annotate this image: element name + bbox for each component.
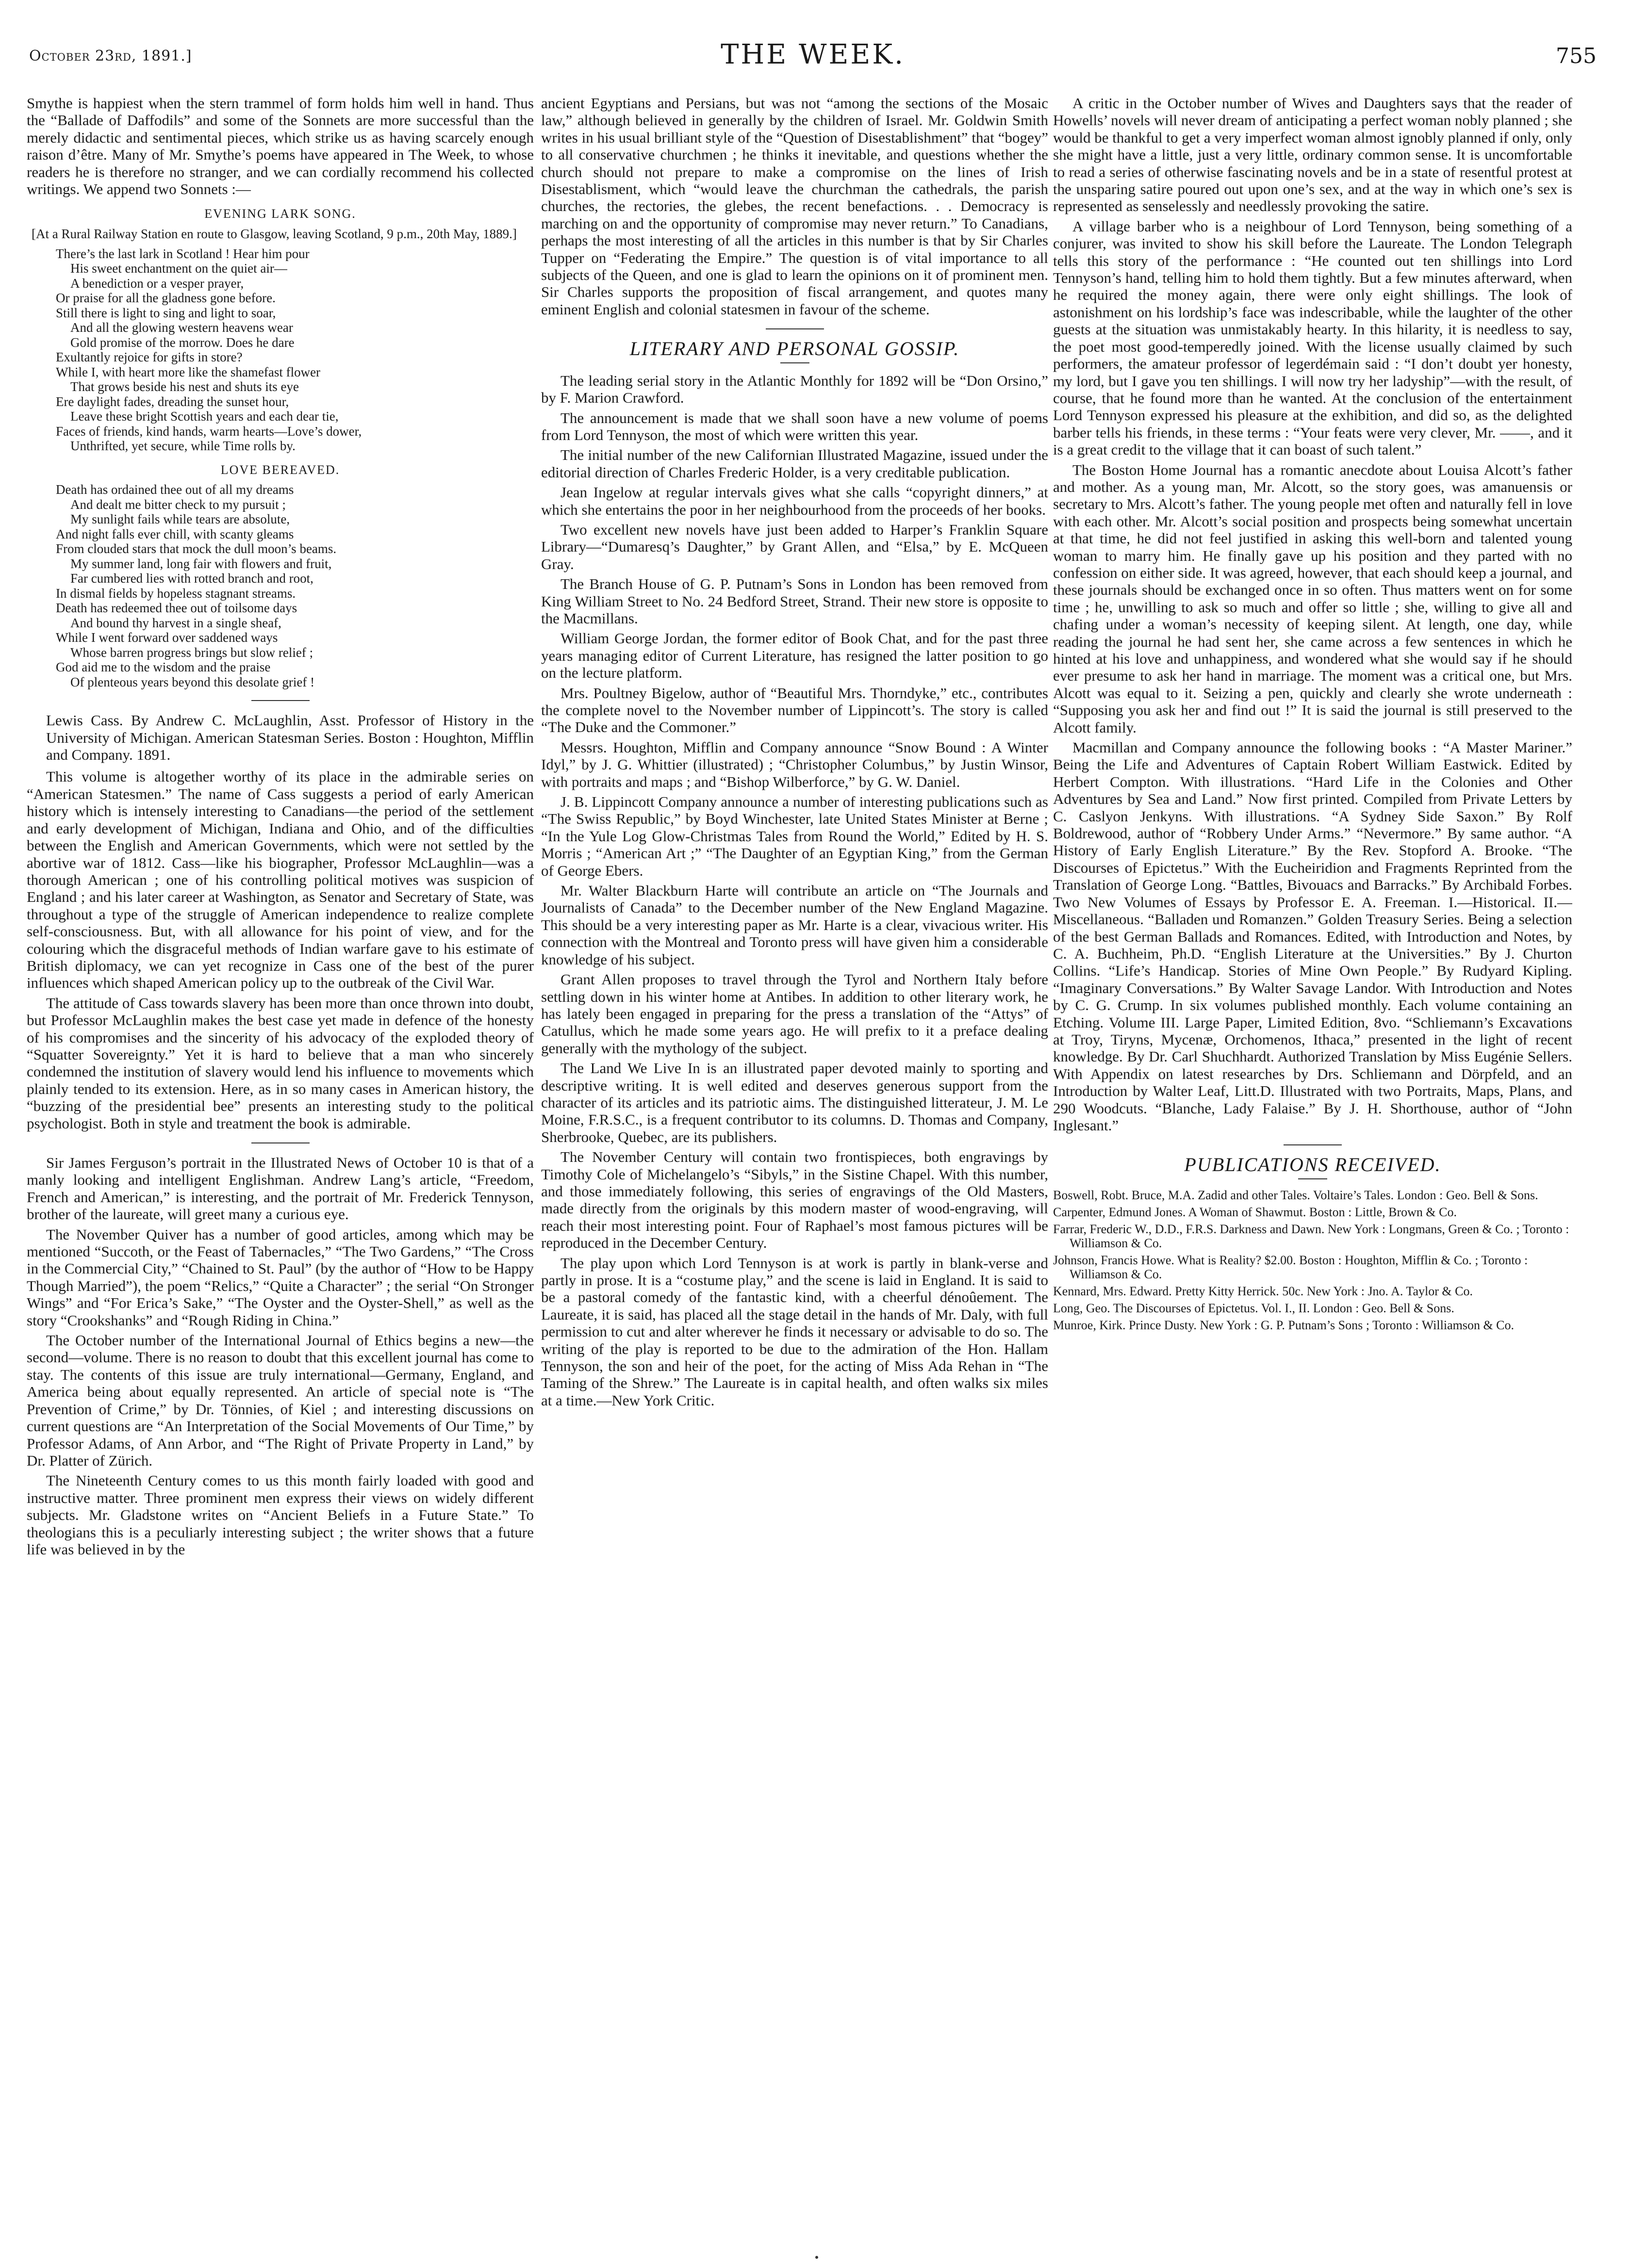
gossip-item: The Boston Home Journal has a romantic anecdote about Louisa Alcott’s father and mother. As a young man, Mr. Alcott, so the story goes, was amanuensis or secretary to Mrs. Alcott’s father. The young people met often and naturally fell in love with each other. Mr. Alcott’s social position and prospects being somewhat uncertain at that time, he did not feel justified in asking this well-born and talented young woman to marry him. He finally gave up his position and they parted with no confession on either side. It was agreed, however, that each should keep a journal, and these journals should be exchanged once in so often. Thus matters went on for some time ; he, unwilling to ask so much and offer so little ; she, willing to give all and chafing under a woman’s necessity of keeping silent. At length, one day, while reading the journal he had sent her, she came across a few sentences in which he hinted at his love and unhappiness, and wondered what she would say if he should ever presume to ask her hand in marriage. The moment was a critical one, but Mrs. Alcott was equal to it. Seizing a pen, quickly and clearly she wrote underneath : “Supposing you ask her and find out !” It is said the journal is still preserved to the Alcott family.: [1053, 461, 1572, 736]
gossip-item: Grant Allen proposes to travel through the Tyrol and Northern Italy before settling down in his winter home at Antibes. In addition to other literary work, he has lately been engaged in preparing for the press a translation of the “Attys” of Catullus, which he made some years ago. He will prefix to it a preface dealing generally with the mythology of the subject.: [541, 971, 1048, 1057]
poem-line: While I, with heart more like the shamefast flower: [56, 364, 321, 379]
gossip-item: A village barber who is a neighbour of Lord Tennyson, being something of a conjurer, was invited to show his skill before the Laureate. The London Telegraph tells this story of the performance : “He counted out ten shillings into Lord Tennyson’s hand, telling him to hold them tightly. But a few minutes afterward, when he required the money again, there were only eight shillings. The look of astonishment on his lordship’s face was indescribable, while the laughter of the other guests at the situation was unmistakably hearty. In this hilarity, it is needless to say, the poet most good-temperedly joined. With the license usually claimed by such performers, the amateur professor of legerdémain said : “I don’t doubt yer honesty, my lord, but I gave you ten shillings. I will now try her ladyship”—with the result, of course, that he found more than he wanted. At the conclusion of the entertainment Lord Tennyson expressed his pleasure at the exhibition, and did so, as the delighted barber tells his friends, in these terms : “Your feats were very clever, Mr. ——, and it is a great credit to the village that it can boast of such talent.”: [1053, 217, 1572, 458]
gossip-item: J. B. Lippincott Company announce a number of interesting publications such as “The Swiss Republic,” by Boyd Winchester, late United States Minister at Berne ; “In the Yule Log Glow-Christmas Tales from Round the World,” Edited by H. S. Morris ; “American Art ;” “The Daughter of an Egyptian King,” from the German of George Ebers.: [541, 793, 1048, 879]
poem-line: His sweet enchantment on the quiet air—: [70, 261, 287, 276]
poem-line: Far cumbered lies with rotted branch and root,: [70, 571, 313, 586]
poem-line: While I went forward over saddened ways: [56, 630, 278, 645]
poem-line: God aid me to the wisdom and the praise: [56, 660, 271, 675]
gossip-paragraph: The October number of the International Journal of Ethics begins a new—the second—volume. There is no reason to doubt that this excellent journal has come to stay. The contents of this issue are truly international—Germany, England, and America being about equally represented. An article of special note is “The Prevention of Crime,” by Dr. Tönnies, of Kiel ; and interesting discussions on current questions are “An Interpretation of the Social Movements of Our Time,” by Professor Adams, of Ann Arbor, and “The Right of Private Property in Land,” by Dr. Platter of Zürich.: [27, 1332, 534, 1469]
poem-title-love-bereaved: LOVE BEREAVED.: [220, 462, 340, 477]
poem-line: Still there is light to sing and light to soar,: [56, 305, 276, 320]
gossip-item: Jean Ingelow at regular intervals gives what she calls “copyright dinners,” at which she entertains the poor in her neighbourhood from the proceeds of her books.: [541, 484, 1048, 518]
gossip-paragraph: The Nineteenth Century comes to us this month fairly loaded with good and instructive matter. Three prominent men express their views on widely different subjects. Mr. Gladstone writes on “Ancient Beliefs in a Future State.” To theologians this is a peculiarly interesting subject ; the writer shows that a future life was believed in by the: [27, 1472, 534, 1558]
masthead-title: THE WEEK.: [721, 39, 905, 70]
gossip-item: A critic in the October number of Wives and Daughters says that the reader of Howells’ novels will never dream of anticipating a perfect woman nobly planned ; she would be thankful to get a very imperfect woman almost ignobly planned if only, only she might have a little, just a very little, ordinary common sense. It is uncomfortable to read a series of otherwise fascinating novels and be in a state of resentful protest at the unsparing satire poured out upon one’s sex, and at the way in which one’s sex is represented as senselessly and needlessly provoking the satire.: [1053, 95, 1572, 215]
gossip-paragraph: The November Quiver has a number of good articles, among which may be mentioned “Succoth, or the Feast of Tabernacles,” “The Two Gardens,” “The Cross in the Commercial City,” “Chained to St. Paul” (by the author of “How to be Happy Though Married”), the poem “Relics,” “Quite a Character” ; the serial “On Stronger Wings” and “For Erica’s Sake,” “The Oyster and the Oyster-Shell,” as well as the story “Crookshanks” and “Rough Riding in China.”: [27, 1225, 534, 1329]
page-dot: [815, 2256, 818, 2259]
poem-line: From clouded stars that mock the dull moon’s beams.: [56, 541, 337, 556]
gossip-item: The Branch House of G. P. Putnam’s Sons in London has been removed from King William Street to No. 24 Bedford Street, Strand. Their new store is opposite to the Macmillans.: [541, 575, 1048, 627]
gossip-item: The November Century will contain two frontispieces, both engravings by Timothy Cole of Michelangelo’s “Sibyls,” in the Sistine Chapel. With this number, and those immediately following, this series of engravings of the Old Masters, made directly from the originals by this modern master of wood-engraving, will reach their most interesting point. Four of Raphael’s most famous pictures will be reproduced in the December Century.: [541, 1148, 1048, 1252]
publication-entry: Boswell, Robt. Bruce, M.A. Zadid and other Tales. Voltaire’s Tales. London : Geo. Bell & Sons.: [1053, 1188, 1538, 1202]
poem-line: Exultantly rejoice for gifts in store?: [56, 350, 243, 365]
poem-line: And night falls ever chill, with scanty gleams: [56, 526, 294, 541]
publication-entry: Carpenter, Edmund Jones. A Woman of Shawmut. Boston : Little, Brown & Co.: [1053, 1205, 1457, 1219]
gossip-item: William George Jordan, the former editor of Book Chat, and for the past three years managing editor of Current Literature, has resigned the latter position to go on the lecture platform.: [541, 630, 1048, 682]
gossip-item: The leading serial story in the Atlantic Monthly for 1892 will be “Don Orsino,” by F. Marion Crawford.: [541, 372, 1048, 407]
gossip-item: The initial number of the new Californian Illustrated Magazine, issued under the editorial direction of Charles Frederic Holder, is a very creditable publication.: [541, 446, 1048, 481]
poem-line: And dealt me bitter check to my pursuit ;: [70, 497, 286, 512]
column-left: [27, 95, 534, 2249]
poem-evening-lark: [56, 246, 534, 454]
smythe-review-end: Smythe is happiest when the stern trammel of form holds him well in hand. Thus the “Ballade of Daffodils” and some of the Sonnets are more successful than the merely didactic and sentimental pieces, which strike us as having scarcely enough raison d’être. Many of Mr. Smythe’s poems have appeared in The Week, to whose readers he is therefore no stranger, and we can cordially recommend his collected writings. We append two Sonnets :—: [27, 95, 534, 198]
section-title-gossip: LITERARY AND PERSONAL GOSSIP.: [629, 338, 960, 360]
column-middle: [541, 95, 1048, 2249]
gossip-item: Mr. Walter Blackburn Harte will contribute an article on “The Journals and Journalists of Canada” to the December number of the New England Magazine. This should be a very interesting paper as Mr. Harte is a clear, vivacious writer. His connection with the Montreal and Toronto press will have given him a considerable knowledge of his subject.: [541, 882, 1048, 968]
poem-line: Or praise for all the gladness gone before.: [56, 291, 276, 306]
continued-paragraph: ancient Egyptians and Persians, but was not “among the sections of the Mosaic law,” although believed in generally by the children of Israel. Mr. Goldwin Smith writes in his usual brilliant style of the “Question of Disestablishment” that “bogey” to all conservative churchmen ; he thinks it inevitable, and questions whether the church should not prepare to make a compromise on the lines of Irish Disestablisment, which “would leave the churchman the cathedrals, the parish churches, the rectories, the glebes, the recent benefactions. . . Democracy is marching on and the opportunity of compromise may never return.” To Canadians, perhaps the most interesting of all the articles in this number is that by Sir Charles Tupper on “Federating the Empire.” The question is of vital importance to all subjects of the Queen, and one is glad to learn the opinions on it of prominent men. Sir Charles supports the proposition of fiscal arrangement, and quotes many eminent English and colonial statesmen in favour of the scheme.: [541, 95, 1048, 318]
section-rule: [766, 328, 824, 329]
poem-love-bereaved: [56, 482, 534, 689]
gossip-item: The play upon which Lord Tennyson is at work is partly in blank-verse and partly in prose. It is a “costume play,” and the scene is laid in England. It is said to be a pastoral comedy of the fantastic kind, with a cheerful dénoûement. The Laureate, it is said, has placed all the stage detail in the hands of Mr. Daly, with full permission to cut and alter wherever he finds it necessary or advisable to do so. The writing of the play is reported to be due to the admiration of the Hon. Hallam Tennyson, the son and heir of the poet, for the acting of Miss Ada Rehan in “The Taming of the Shrew.” The Laureate is in capital health, and often walks six miles at a time.—New York Critic.: [541, 1254, 1048, 1409]
section-rule: [251, 1142, 310, 1143]
section-subrule: [1298, 1178, 1327, 1179]
publication-entry: Kennard, Mrs. Edward. Pretty Kitty Herrick. 50c. New York : Jno. A. Taylor & Co.: [1053, 1284, 1473, 1298]
poem-line: Gold promise of the morrow. Does he dare: [70, 335, 295, 350]
poem-line: Faces of friends, kind hands, warm hearts—Love’s dower,: [56, 424, 362, 439]
poem-line: And bound thy harvest in a single sheaf,: [70, 615, 281, 630]
poem-line: In dismal fields by hopeless stagnant streams.: [56, 586, 296, 601]
poem-line: Unthrifted, yet secure, while Time rolls by.: [70, 439, 296, 454]
page-header: [29, 29, 1597, 92]
poem-line: Death has redeemed thee out of toilsome days: [56, 601, 297, 616]
section-rule: [1284, 1144, 1342, 1145]
poem-line: That grows beside his nest and shuts its eye: [70, 379, 299, 394]
publication-entry: Farrar, Frederic W., D.D., F.R.S. Darkness and Dawn. New York : Longmans, Green & Co. ; Toronto : Williamson & Co.: [1053, 1222, 1569, 1250]
poem-line: Whose barren progress brings but slow relief ;: [70, 645, 313, 660]
poem-line: There’s the last lark in Scotland ! Hear him pour: [56, 246, 310, 261]
poem-line: A benediction or a vesper prayer,: [70, 276, 244, 291]
review-paragraph: The attitude of Cass towards slavery has been more than once thrown into doubt, but Professor McLaughlin makes the best case yet made in defence of the honesty of his compromises and the sincerity of his advocacy of the exploded theory of “Squatter Sovereignty.” Yet it is hard to believe that a man who sincerely condemned the institution of slavery would lend his influence to movements which plainly tended to its extension. Here, as in so many cases in American history, the “buzzing of the presidential bee” presents an interesting study to the political psychologist. Both in style and treatment the book is admirable.: [27, 994, 534, 1132]
poem-line: And all the glowing western heavens wear: [70, 320, 293, 335]
publication-entry: Munroe, Kirk. Prince Dusty. New York : G. P. Putnam’s Sons ; Toronto : Williamson & Co.: [1053, 1318, 1515, 1332]
review-heading-lewis-cass: Lewis Cass. By Andrew C. McLaughlin, Asst. Professor of History in the University of Michigan. American Statesman Series. Boston : Houghton, Mifflin and Company. 1891.: [46, 712, 534, 764]
poem-line: My sunlight fails while tears are absolute,: [70, 512, 290, 527]
poem-line: Ere daylight fades, dreading the sunset hour,: [56, 394, 289, 409]
publication-entry: Long, Geo. The Discourses of Epictetus. Vol. I., II. London : Geo. Bell & Sons.: [1053, 1301, 1454, 1315]
poem-line: My summer land, long fair with flowers and fruit,: [70, 556, 332, 571]
gossip-paragraph: Sir James Ferguson’s portrait in the Illustrated News of October 10 is that of a manly looking and intelligent Englishman. Andrew Lang’s article, “Freedom, French and American,” is interesting, and the portrait of Mr. Frederick Tennyson, brother of the laureate, will greet many a curious eye.: [27, 1154, 534, 1223]
column-right: [1053, 95, 1572, 2249]
gossip-item: Mrs. Poultney Bigelow, author of “Beautiful Mrs. Thorndyke,” etc., contributes the complete novel to the November number of Lippincott’s. The story is called “The Duke and the Commoner.”: [541, 684, 1048, 736]
publication-entry: Johnson, Francis Howe. What is Reality? $2.00. Boston : Houghton, Mifflin & Co. ; Toronto : Williamson & Co.: [1053, 1253, 1528, 1281]
review-paragraph: This volume is altogether worthy of its place in the admirable series on “American Statesmen.” The name of Cass suggests a period of early American history which is intensely interesting to Canadians—the period of the settlement and early development of Michigan, Indiana and Ohio, and of the difficulties between the English and American Governments, which were not settled by the abortive war of 1812. Cass—like his biographer, Professor McLaughlin—was a thorough American ; one of his controlling political motives was suspicion of England ; and his later career at Washington, as Senator and Secretary of State, was throughout a type of the struggle of American independence to realize complete self-consciousness. But, with all allowance for his point of view, and for the colouring which the disgraceful methods of Indian warfare gave to his estimate of British diplomacy, we can yet recognize in Cass one of the best of the purer influences which shaped American policy up to the outbreak of the Civil War.: [27, 768, 534, 992]
section-subrule: [780, 362, 809, 363]
poem-line: Leave these bright Scottish years and each dear tie,: [70, 409, 339, 424]
gossip-item: The announcement is made that we shall soon have a new volume of poems from Lord Tennyson, the most of which were written this year.: [541, 409, 1048, 443]
poem-note: [At a Rural Railway Station en route to Glasgow, leaving Scotland, 9 p.m., 20th May, 1889.]: [32, 226, 517, 241]
header-date: October 23rd, 1891.]: [29, 48, 192, 65]
page-number: 755: [1556, 44, 1597, 68]
gossip-item: Two excellent new novels have just been added to Harper’s Franklin Square Library—“Dumaresq’s Daughter,” by Grant Allen, and “Elsa,” by E. McQueen Gray.: [541, 521, 1048, 572]
gossip-item: The Land We Live In is an illustrated paper devoted mainly to sporting and descriptive writing. It is well edited and deserves generous support from the character of its articles and its patriotic aims. The distinguished litterateur, J. M. Le Moine, F.R.S.C., is a frequent contributor to its columns. D. Thomas and Company, Sherbrooke, Quebec, are its publishers.: [541, 1060, 1048, 1145]
section-rule: [251, 700, 310, 701]
section-title-publications: PUBLICATIONS RECEIVED.: [1184, 1154, 1441, 1176]
poem-line: Of plenteous years beyond this desolate grief !: [70, 674, 315, 689]
gossip-item: Macmillan and Company announce the following books : “A Master Mariner.” Being the Life and Adventures of Captain Robert William Eastwick. Edited by Herbert Compton. With illustrations. “Hard Life in the Colonies and Other Adventures by Sea and Land.” Now first printed. Compiled from Private Letters by C. Caslyon Jenkyns. With illustrations. “A Sydney Side Saxon.” By Rolf Boldrewood, author of “Robbery Under Arms.” “Nevermore.” By same author. “A History of Early English Literature.” By the Rev. Stopford A. Brooke. “The Discourses of Epictetus.” With the Eucheiridion and Fragments Reprinted from the Translation of George Long. “Battles, Bivouacs and Barracks.” By Archibald Forbes. Two New Volumes of Essays by Professor E. A. Freeman. I.—Historical. II.—Miscellaneous. “Balladen und Romanzen.” Golden Treasury Series. Being a selection of the best German Ballads and Romances. Edited, with Introduction and Notes, by C. A. Buchheim, Ph.D. “English Literature at the Universities.” By J. Churton Collins. “Life’s Handicap. Stories of Mine Own People.” By Rudyard Kipling. “Imaginary Conversations.” By Walter Savage Landor. With Introduction and Notes by C. G. Crump. In six volumes published monthly. Each volume containing an Etching. Volume III. Large Paper, Limited Edition, 8vo. “Schliemann’s Excavations at Troy, Tiryns, Mycenæ, Orchomenos, Ithaca,” presented in the light of recent knowledge. By Dr. Carl Shuchhardt. Authorized Translation by Miss Eugénie Sellers. With Appendix on latest researches by Drs. Schliemann and Dörpfeld, and an Introduction by Walter Leaf, Litt.D. Illustrated with two Portraits, Maps, Plans, and 290 Woodcuts. “Blanche, Lady Falaise.” By J. H. Shorthouse, author of “John Inglesant.”: [1053, 739, 1572, 1134]
gossip-item: Messrs. Houghton, Mifflin and Company announce “Snow Bound : A Winter Idyl,” by J. G. Whittier (illustrated) ; “Christopher Columbus,” by Justin Winsor, with portraits and maps ; and “Bishop Wilberforce,” by G. W. Daniel.: [541, 738, 1048, 790]
poem-title-evening-lark: EVENING LARK SONG.: [204, 207, 356, 221]
poem-line: Death has ordained thee out of all my dreams: [56, 482, 294, 497]
